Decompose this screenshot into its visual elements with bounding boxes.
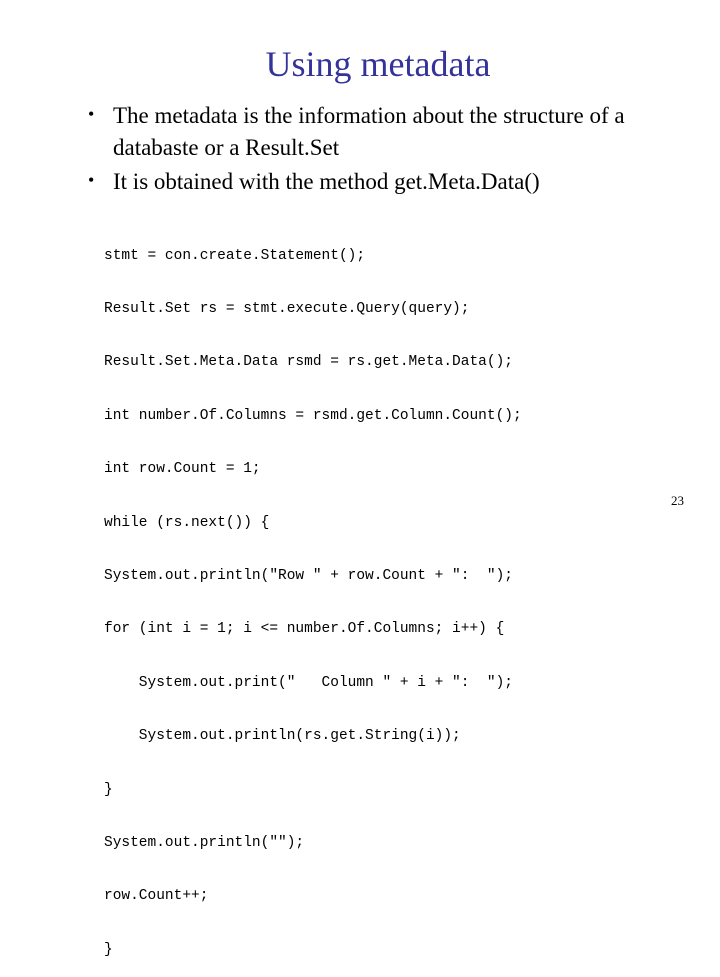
code-line: stmt = con.create.Statement(); <box>104 247 366 264</box>
bullet-text: The metadata is the information about the structure of a databaste or a Result.Set <box>113 103 625 160</box>
code-line: row.Count++; <box>104 888 209 905</box>
bullet-text: It is obtained with the method get.Meta.Data() <box>113 169 540 194</box>
code-line: } <box>104 941 113 958</box>
code-line: int number.Of.Columns = rsmd.get.Column.Count(); <box>104 407 522 424</box>
code-line: Result.Set rs = stmt.execute.Query(query); <box>104 300 470 317</box>
slide-title: Using metadata <box>265 44 491 84</box>
code-line: System.out.println(rs.get.String(i)); <box>104 728 461 745</box>
code-line: } <box>104 781 113 798</box>
bullet-icon: • <box>88 170 95 190</box>
code-line: System.out.print(" Column " + i + ": "); <box>104 674 513 691</box>
code-line: int row.Count = 1; <box>104 461 261 478</box>
bullet-icon: • <box>88 104 95 124</box>
code-line: while (rs.next()) { <box>104 514 270 531</box>
code-line: for (int i = 1; i <= number.Of.Columns; i++) { <box>104 621 505 638</box>
code-line: System.out.println(""); <box>104 834 305 851</box>
code-line: Result.Set.Meta.Data rsmd = rs.get.Meta.Data(); <box>104 354 513 371</box>
page-number: 23 <box>671 493 684 508</box>
code-line: System.out.println("Row " + row.Count + ": "); <box>104 567 513 584</box>
code-block <box>104 212 522 977</box>
